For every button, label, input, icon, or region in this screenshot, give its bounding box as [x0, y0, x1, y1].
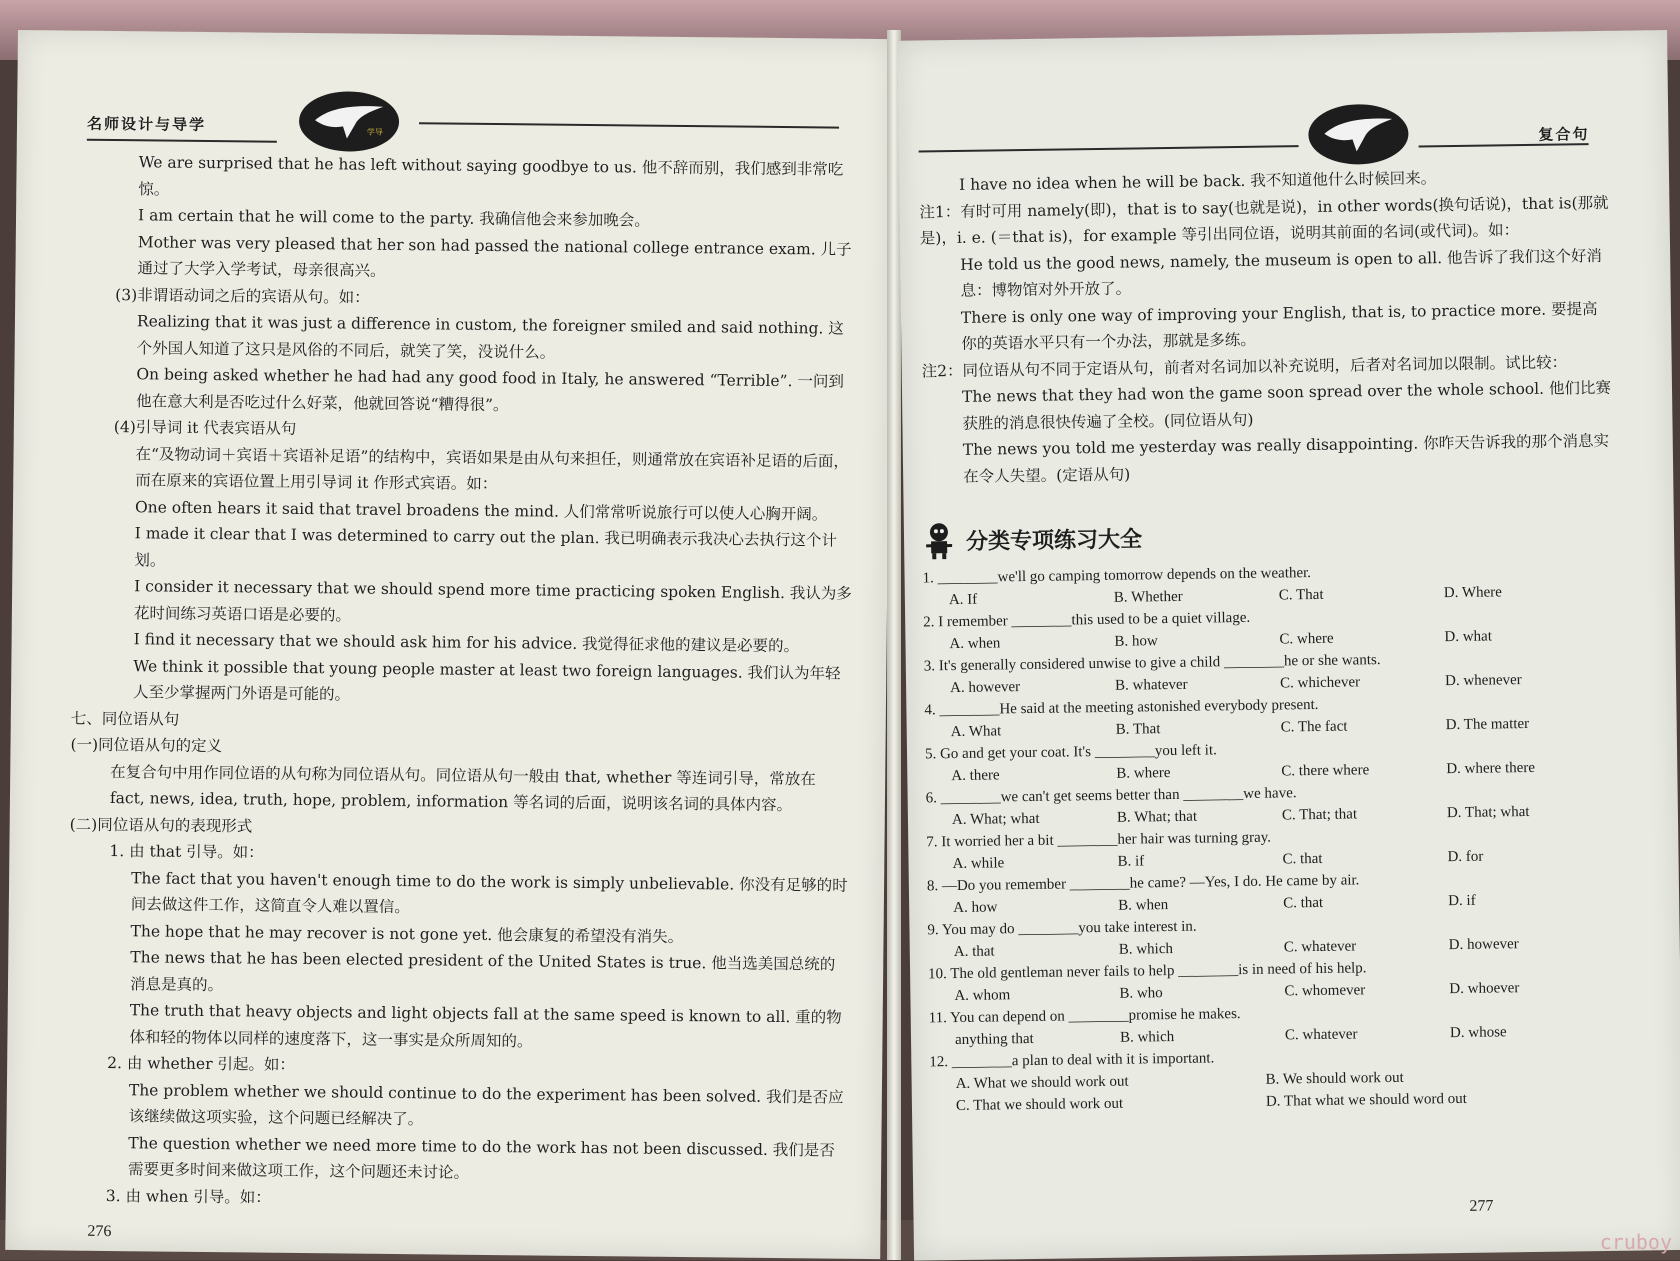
text-line: The problem whether we should continue to do the experiment has been solved. 我们是否应该继续做这项实验，这个问题已经解决了。	[128, 1080, 844, 1129]
option: B. where	[1116, 765, 1171, 782]
section-heading: 七、同位语从句	[70, 709, 180, 729]
option: D. whose	[1449, 1024, 1507, 1042]
option: D. where there	[1446, 759, 1536, 778]
question-stem: 1. ________we'll go camping tomorrow depends on the weather.	[922, 565, 1312, 587]
option: A. that	[953, 943, 995, 961]
option: B. That	[1115, 721, 1161, 738]
text-line: The question whether we need more time to do the work has not been discussed. 我们是否需要更多时间来做这项工作，这个问题还未讨论。	[127, 1133, 835, 1182]
option: D. That what we should word out	[1265, 1090, 1467, 1110]
option: A. when	[949, 635, 1001, 653]
bird-logo-icon	[309, 98, 389, 145]
option: C. whomever	[1284, 982, 1366, 1000]
option: D. whenever	[1444, 672, 1522, 690]
option: B. which	[1119, 1028, 1175, 1046]
bird-logo-icon	[1318, 111, 1399, 158]
text-line: On being asked whether he had had any good food in Italy, he answered “Terrible”. 一问到他在意大利是否吃过什么好菜，他就回答说“糟得很”。	[136, 365, 844, 414]
text-line: 在“及物动词＋宾语＋宾语补足语”的结构中，宾语如果是由从句来担任，则通常放在宾语补足语的后面，而在原来的宾语位置上用引导词 it 作形式宾语。如：	[135, 444, 849, 494]
question-stem: 4. ________He said at the meeting astonished everybody present.	[924, 696, 1319, 719]
text-line: Mother was very pleased that her son had passed the national college entrance exam. 儿子通过了大学入学考试，母亲很高兴。	[137, 232, 852, 280]
option: C. whichever	[1279, 674, 1361, 692]
option: C. there where	[1281, 762, 1370, 780]
option: A. What; what	[951, 810, 1040, 829]
question-stem: 5. Go and get your coat. It's ________you left it.	[924, 742, 1217, 763]
numbered-heading: 2. 由 whether 引起。如：	[107, 1053, 296, 1074]
option: D. for	[1447, 848, 1484, 866]
section-heading: (一)同位语从句的定义	[70, 735, 223, 756]
option: A. What	[950, 723, 1002, 741]
practice-mascot-icon	[922, 520, 957, 560]
option: C. That	[1278, 586, 1324, 604]
option: D. That; what	[1446, 803, 1530, 822]
numbered-heading: 3. 由 when 引导。如：	[105, 1186, 271, 1207]
right-logo	[1308, 104, 1409, 165]
option: C. where	[1279, 630, 1334, 648]
question-stem: 9. You may do ________you take interest in.	[927, 918, 1197, 939]
question-stem: 3. It's generally considered unwise to give a child ________he or she wants.	[923, 652, 1381, 675]
option: B. if	[1117, 853, 1145, 870]
note-line: 注2：同位语从句不同于定语从句，前者对名词加以补充说明，后者对名词加以限制。试比较：	[921, 352, 1568, 380]
right-page-notes	[919, 163, 1613, 491]
text-line: The fact that you haven't enough time to do the work is simply unbelievable. 你没有足够的时间去做这件工作，这简直令人难以置信。	[130, 868, 848, 917]
option: B. We should work out	[1265, 1069, 1404, 1088]
option: B. Whether	[1113, 588, 1183, 606]
option: A. while	[952, 855, 1005, 873]
left-page	[5, 30, 893, 1259]
text-line: We think it possible that young people master at least two foreign languages. 我们认为年轻人至少掌握两门外语是可能的。	[132, 656, 841, 704]
option: A. whom	[954, 987, 1011, 1005]
text-line: The news that he has been elected president of the United States is true. 他当选美国总统的消息是真的。	[129, 948, 836, 994]
option: C. That we should work out	[955, 1095, 1124, 1115]
option: A. how	[953, 899, 998, 917]
left-page-number: 276	[87, 1222, 112, 1241]
text-line: The truth that heavy objects and light objects fall at the same speed is known to all. 重的物体和轻的物体以同样的速度落下，这一事实是众所周知的。	[129, 1001, 842, 1050]
option: A. however	[950, 679, 1021, 697]
right-header-title: 复合句	[1538, 125, 1590, 144]
text-line: I consider it necessary that we should spend more time practicing spoken English. 我认为多花时间练习英语口语是必要的。	[133, 577, 852, 625]
option: D. The matter	[1445, 715, 1530, 734]
question-stem: 12. ________a plan to deal with it is important.	[929, 1050, 1215, 1071]
text-line: I have no idea when he will be back. 我不知道他什么时候回来。	[958, 169, 1437, 194]
question-stem: 11. You can depend on ________promise he makes.	[928, 1006, 1241, 1027]
option: B. how	[1114, 633, 1158, 650]
question-item	[929, 1045, 1630, 1121]
practice-section-title	[922, 517, 1143, 560]
section-heading: (二)同位语从句的表现形式	[69, 815, 253, 835]
text-line: I find it necessary that we should ask him for his advice. 我觉得征求他的建议是必要的。	[133, 630, 800, 656]
subheading: (4)引导词 it 代表宾语从句	[113, 418, 297, 438]
right-page-number: 277	[1469, 1197, 1494, 1215]
option: C. That; that	[1281, 806, 1358, 824]
option: A. there	[951, 767, 1000, 785]
option: A. What we should work out	[955, 1073, 1129, 1093]
left-header-title: 名师设计与导学	[86, 114, 207, 134]
text-line: There is only one way of improving your English, that is, to practice more. 要提高你的英语水平只有一个办法，那就是多练。	[960, 299, 1598, 353]
numbered-heading: 1. 由 that 引导。如：	[109, 842, 264, 862]
text-line: Realizing that it was just a difference in custom, the foreigner smiled and said nothing. 这个外国人知道了这只是风俗的不同后，就笑了笑，没说什么。	[136, 312, 844, 362]
text-line: 在复合句中用作同位语的从句称为同位语从句。同位语从句一般由 that, whether 等连词引导，常放在 fact, news, idea, truth, hope, problem, information 等名词的后面，说明该名词的具体内容。	[109, 762, 816, 815]
option: D. however	[1448, 936, 1519, 954]
text-line: The news that they had won the game soon spread over the whole school. 他们比赛获胜的消息很快传遍了全校。(同位语从句)	[961, 378, 1612, 433]
option: B. when	[1118, 897, 1169, 914]
text-line: I made it clear that I was determined to carry out the plan. 我已明确表示我决心去执行这个计划。	[134, 524, 838, 570]
text-line: One often hears it said that travel broadens the mind. 人们常常听说旅行可以使人心胸开阔。	[134, 497, 828, 524]
option: C. that	[1283, 894, 1324, 912]
text-line: He told us the good news, namely, the museum is open to all. 他告诉了我们这个好消息：博物馆对外开放了。	[960, 246, 1603, 300]
text-line: We are surprised that he has left without saying goodbye to us. 他不辞而别，我们感到非常吃惊。	[138, 153, 844, 199]
option: A. If	[948, 591, 978, 609]
question-stem: 7. It worried her a bit ________her hair was turning gray.	[926, 829, 1272, 851]
question-stem: 10. The old gentleman never fails to help ________is in need of his help.	[928, 960, 1367, 983]
left-header-rule-2	[419, 122, 839, 128]
question-stem: 6. ________we can't get seems better than ________we have.	[925, 785, 1297, 807]
question-list	[922, 561, 1630, 1121]
question-stem: 8. —Do you remember ________he came? —Yes, I do. He came by air.	[926, 872, 1360, 895]
option: C. that	[1282, 850, 1323, 868]
right-page	[897, 30, 1680, 1261]
text-line: The news you told me yesterday was really disappointing. 你昨天告诉我的那个消息实在令人失望。(定语从句)	[962, 431, 1610, 486]
option: B. whatever	[1114, 676, 1188, 694]
text-line: I am certain that he will come to the party. 我确信他会来参加晚会。	[137, 206, 650, 230]
option: B. What; that	[1116, 808, 1198, 826]
left-header-rule-1	[87, 139, 277, 143]
text-line: The hope that he may recover is not gone yet. 他会康复的希望没有消失。	[130, 921, 684, 946]
option: C. whatever	[1284, 1026, 1358, 1044]
right-header-rule-1	[919, 145, 1299, 152]
option: D. Where	[1443, 584, 1502, 602]
left-page-content	[66, 149, 857, 1217]
note-line: 注1：有时可用 namely(即)，that is to say(也就是说)，in other words(换句话说)，that is(那就是)，i. e. (＝that is)，for example 等引出同位语，说明其前面的名词(或代词)。如：	[919, 193, 1609, 248]
question-stem: 2. I remember ________this used to be a quiet village.	[923, 609, 1251, 631]
option: B. which	[1118, 940, 1174, 958]
option: B. who	[1119, 985, 1163, 1002]
option: C. The fact	[1280, 718, 1348, 736]
subheading: (3)非谓语动词之后的宾语从句。如：	[115, 285, 370, 307]
option: anything that	[954, 1030, 1034, 1049]
watermark: cruboy	[1599, 1230, 1672, 1254]
option: D. what	[1444, 628, 1493, 646]
left-logo	[299, 91, 400, 152]
practice-title-text: 分类专项练习大全	[965, 526, 1143, 555]
option: D. if	[1448, 892, 1476, 910]
option: D. whoever	[1449, 980, 1520, 998]
svg-text:学导: 学导	[366, 127, 383, 137]
option: C. whatever	[1283, 938, 1357, 956]
